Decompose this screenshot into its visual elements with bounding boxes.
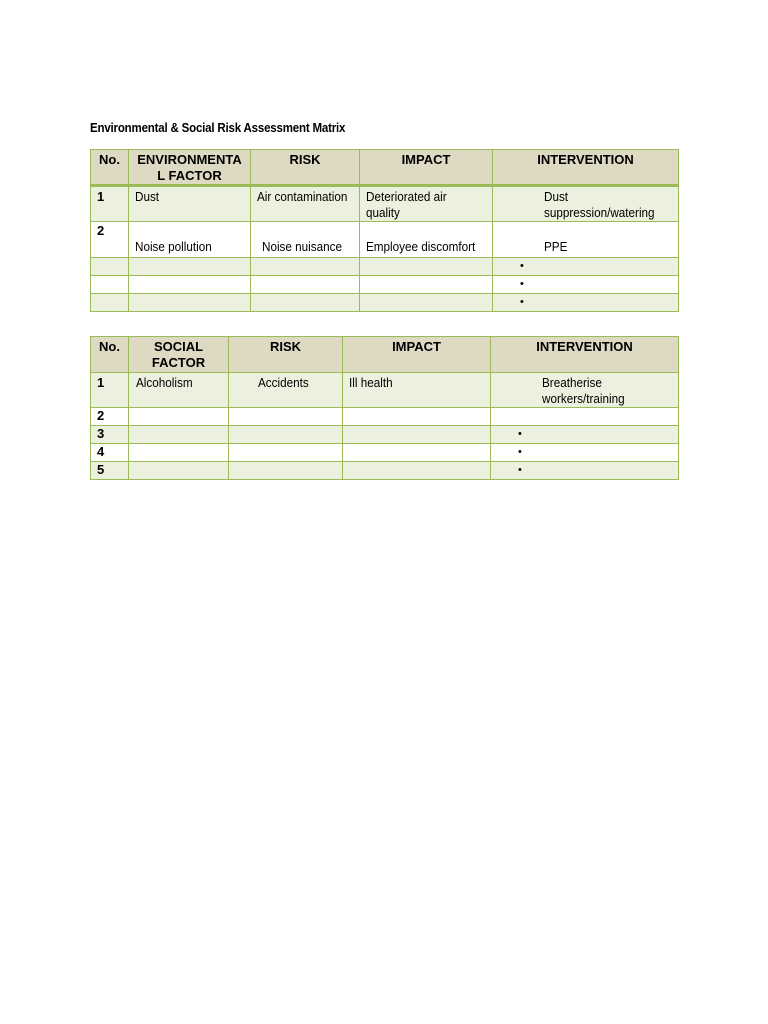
- impact-cell: [343, 408, 491, 426]
- factor-cell: Noise pollution: [129, 222, 251, 258]
- impact-cell: [343, 444, 491, 462]
- risk-cell: [251, 276, 360, 294]
- risk-cell: Accidents: [229, 373, 343, 408]
- impact-cell: Employee discomfort: [360, 222, 493, 258]
- factor-cell: [129, 444, 229, 462]
- factor-cell: Alcoholism: [129, 373, 229, 408]
- intervention-cell: Breatherise workers/training: [491, 373, 679, 408]
- table-row: [91, 373, 679, 408]
- risk-cell: [229, 462, 343, 480]
- impact-cell: [343, 462, 491, 480]
- intervention-cell: Dust suppression/watering: [493, 186, 679, 222]
- table-row: [91, 276, 679, 294]
- header-risk: RISK: [229, 337, 343, 373]
- bullet-marker: •: [493, 276, 679, 294]
- risk-cell: [251, 294, 360, 312]
- bullet-marker: •: [493, 294, 679, 312]
- table-header-row: [91, 337, 679, 373]
- table-row: [91, 462, 679, 480]
- risk-cell: Air contamination: [251, 186, 360, 222]
- header-no: No.: [91, 150, 129, 186]
- table-header-row: [91, 150, 679, 186]
- row-number: 3: [91, 426, 129, 444]
- row-number: 1: [91, 186, 129, 222]
- impact-cell: [360, 258, 493, 276]
- row-number: 4: [91, 444, 129, 462]
- row-number: [91, 276, 129, 294]
- table-row: [91, 222, 679, 258]
- bullet-marker: •: [491, 444, 679, 462]
- bullet-marker: •: [491, 426, 679, 444]
- header-intervention: INTERVENTION: [493, 150, 679, 186]
- bullet-marker: •: [493, 258, 679, 276]
- risk-cell: [251, 258, 360, 276]
- header-impact: IMPACT: [360, 150, 493, 186]
- social-risk-table: [90, 336, 679, 480]
- impact-cell: [360, 276, 493, 294]
- impact-cell: Ill health: [343, 373, 491, 408]
- impact-cell: [343, 426, 491, 444]
- intervention-cell: PPE: [493, 222, 679, 258]
- row-number: 2: [91, 408, 129, 426]
- impact-cell: [360, 294, 493, 312]
- risk-cell: [229, 444, 343, 462]
- factor-cell: [129, 462, 229, 480]
- factor-cell: [129, 294, 251, 312]
- header-risk: RISK: [251, 150, 360, 186]
- header-social-factor: SOCIAL FACTOR: [129, 337, 229, 373]
- header-intervention: INTERVENTION: [491, 337, 679, 373]
- bullet-marker: •: [491, 462, 679, 480]
- risk-cell: Noise nuisance: [251, 222, 360, 258]
- factor-cell: [129, 426, 229, 444]
- intervention-cell: [491, 408, 679, 426]
- table-row: [91, 186, 679, 222]
- factor-cell: [129, 408, 229, 426]
- factor-cell: [129, 258, 251, 276]
- table-row: [91, 258, 679, 276]
- row-number: 2: [91, 222, 129, 258]
- impact-cell: Deteriorated air quality: [360, 186, 493, 222]
- table-row: [91, 408, 679, 426]
- factor-cell: Dust: [129, 186, 251, 222]
- row-number: 1: [91, 373, 129, 408]
- environmental-risk-table: [90, 149, 679, 312]
- table-row: [91, 444, 679, 462]
- document-title: Environmental & Social Risk Assessment Matrix: [90, 121, 346, 135]
- row-number: 5: [91, 462, 129, 480]
- table-row: [91, 294, 679, 312]
- risk-cell: [229, 408, 343, 426]
- risk-cell: [229, 426, 343, 444]
- row-number: [91, 294, 129, 312]
- header-impact: IMPACT: [343, 337, 491, 373]
- factor-cell: [129, 276, 251, 294]
- header-environmental-factor: ENVIRONMENTA L FACTOR: [129, 150, 251, 186]
- header-no: No.: [91, 337, 129, 373]
- table-row: [91, 426, 679, 444]
- row-number: [91, 258, 129, 276]
